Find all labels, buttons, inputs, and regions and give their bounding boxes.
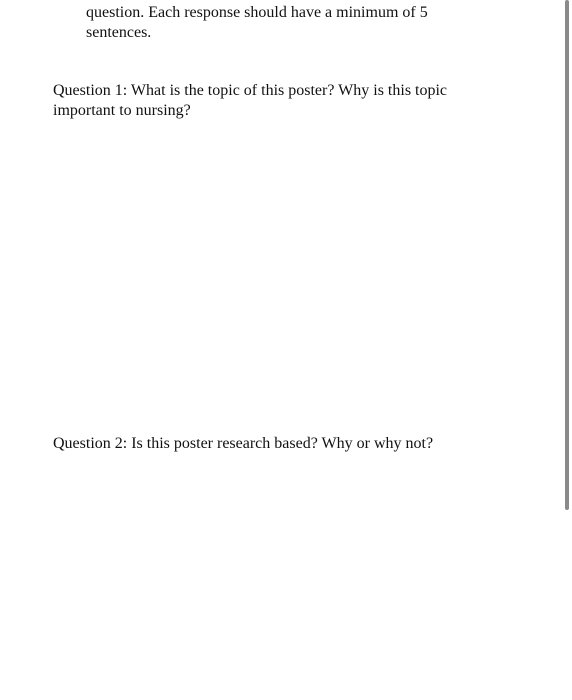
instructions-text: question. Each response should have a minimum of 5 sentences. xyxy=(86,4,428,41)
question-1: Question 1: What is the topic of this poster? Why is this topic important to nursing? xyxy=(53,82,448,119)
question-2: Question 2: Is this poster research based? Why or why not? xyxy=(53,435,434,452)
scrollbar-thumb[interactable] xyxy=(565,0,569,510)
vertical-scrollbar[interactable] xyxy=(562,0,572,700)
